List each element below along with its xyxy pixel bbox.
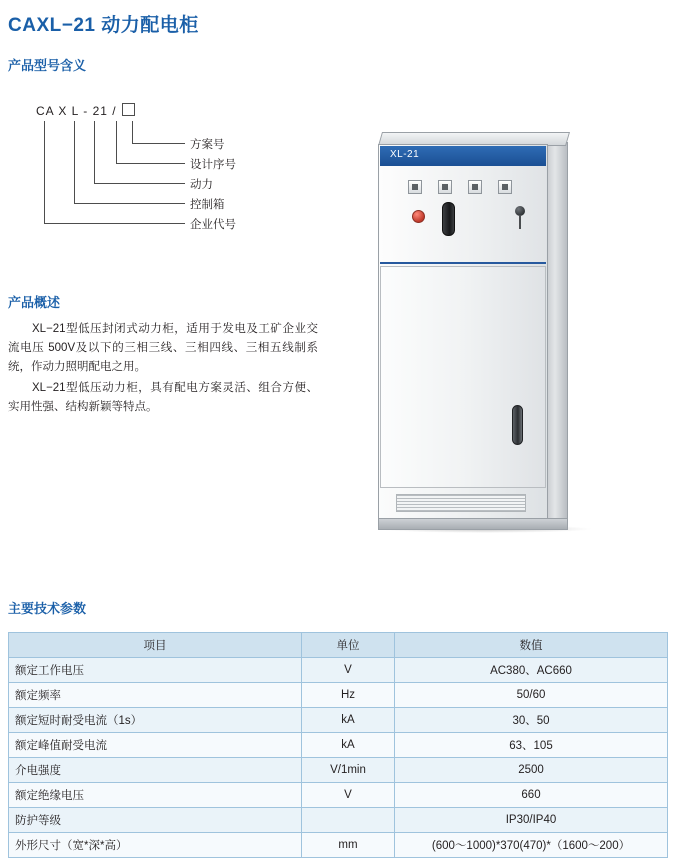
cell-value: 50/60 bbox=[395, 683, 668, 708]
panel-lock-icon bbox=[515, 206, 525, 216]
cabinet-vent-grille bbox=[396, 494, 526, 512]
cell-item: 额定绝缘电压 bbox=[9, 783, 302, 808]
legend-label-4: 控制箱 bbox=[190, 199, 225, 211]
table-row bbox=[9, 758, 668, 783]
table-row bbox=[9, 683, 668, 708]
table-body bbox=[9, 658, 668, 858]
cell-item: 介电强度 bbox=[9, 758, 302, 783]
parameters-table bbox=[8, 632, 668, 858]
table-row bbox=[9, 708, 668, 733]
cell-item: 额定短时耐受电流（1s） bbox=[9, 708, 302, 733]
legend-label-1: 方案号 bbox=[190, 139, 225, 151]
page-title: CAXL−21 动力配电柜 bbox=[8, 15, 199, 36]
panel-indicator-icon-2 bbox=[438, 180, 452, 194]
table-row bbox=[9, 733, 668, 758]
cabinet-base bbox=[378, 518, 568, 530]
overview-paragraph-2: XL−21型低压动力柜，具有配电方案灵活、组合方便、实用性强、结构新颖等特点。 bbox=[8, 382, 318, 413]
cabinet-side-panel bbox=[546, 142, 568, 530]
cell-unit: V/1min bbox=[302, 758, 395, 783]
legend-label-3: 动力 bbox=[190, 179, 213, 191]
model-code-diagram bbox=[8, 95, 338, 245]
cell-unit: kA bbox=[302, 708, 395, 733]
cabinet-model-label: XL-21 bbox=[390, 149, 420, 160]
cell-unit: V bbox=[302, 658, 395, 683]
cell-unit bbox=[302, 808, 395, 833]
section-heading-params: 主要技术参数 bbox=[8, 601, 87, 616]
breaker-handle-icon bbox=[442, 202, 455, 236]
cell-value: IP30/IP40 bbox=[395, 808, 668, 833]
cell-item: 防护等级 bbox=[9, 808, 302, 833]
cabinet-brand-band bbox=[380, 146, 546, 166]
cabinet-control-panel bbox=[380, 166, 546, 264]
cell-value: 2500 bbox=[395, 758, 668, 783]
product-image-cabinet bbox=[370, 120, 600, 545]
table-header-value: 数值 bbox=[395, 633, 668, 658]
leader-line-5 bbox=[44, 121, 185, 224]
cell-value: AC380、AC660 bbox=[395, 658, 668, 683]
legend-label-2: 设计序号 bbox=[190, 159, 236, 171]
cabinet-door bbox=[380, 266, 546, 488]
panel-indicator-icon-1 bbox=[408, 180, 422, 194]
model-code-string: CA X L - 21 / bbox=[36, 104, 117, 118]
section-heading-overview: 产品概述 bbox=[8, 295, 61, 310]
model-code-box-icon bbox=[122, 103, 135, 116]
cell-unit: Hz bbox=[302, 683, 395, 708]
overview-paragraph-1: XL−21型低压封闭式动力柜，适用于发电及工矿企业交流电压 500V及以下的三相三线、三相四线、三相五线制系统，作动力照明配电之用。 bbox=[8, 323, 318, 373]
cell-item: 额定频率 bbox=[9, 683, 302, 708]
table-header-item: 项目 bbox=[9, 633, 302, 658]
section-heading-model: 产品型号含义 bbox=[8, 58, 87, 73]
cell-value: (600～1000)*370(470)*（1600～200） bbox=[395, 833, 668, 858]
table-row bbox=[9, 808, 668, 833]
cell-unit: V bbox=[302, 783, 395, 808]
table-header-unit: 单位 bbox=[302, 633, 395, 658]
cell-item: 额定工作电压 bbox=[9, 658, 302, 683]
legend-label-5: 企业代号 bbox=[190, 219, 236, 231]
panel-indicator-icon-3 bbox=[468, 180, 482, 194]
cell-value: 63、105 bbox=[395, 733, 668, 758]
cell-unit: kA bbox=[302, 733, 395, 758]
model-code-text bbox=[36, 103, 137, 118]
cell-unit: mm bbox=[302, 833, 395, 858]
table-row bbox=[9, 658, 668, 683]
table-row bbox=[9, 783, 668, 808]
table-header bbox=[9, 633, 668, 658]
panel-indicator-icon-4 bbox=[498, 180, 512, 194]
overview-body bbox=[8, 320, 318, 419]
table-header-row bbox=[9, 633, 668, 658]
emergency-stop-icon bbox=[412, 210, 425, 223]
cell-value: 30、50 bbox=[395, 708, 668, 733]
door-handle-icon bbox=[512, 405, 523, 445]
cell-item: 外形尺寸（宽*深*高） bbox=[9, 833, 302, 858]
cell-item: 额定峰值耐受电流 bbox=[9, 733, 302, 758]
cell-value: 660 bbox=[395, 783, 668, 808]
